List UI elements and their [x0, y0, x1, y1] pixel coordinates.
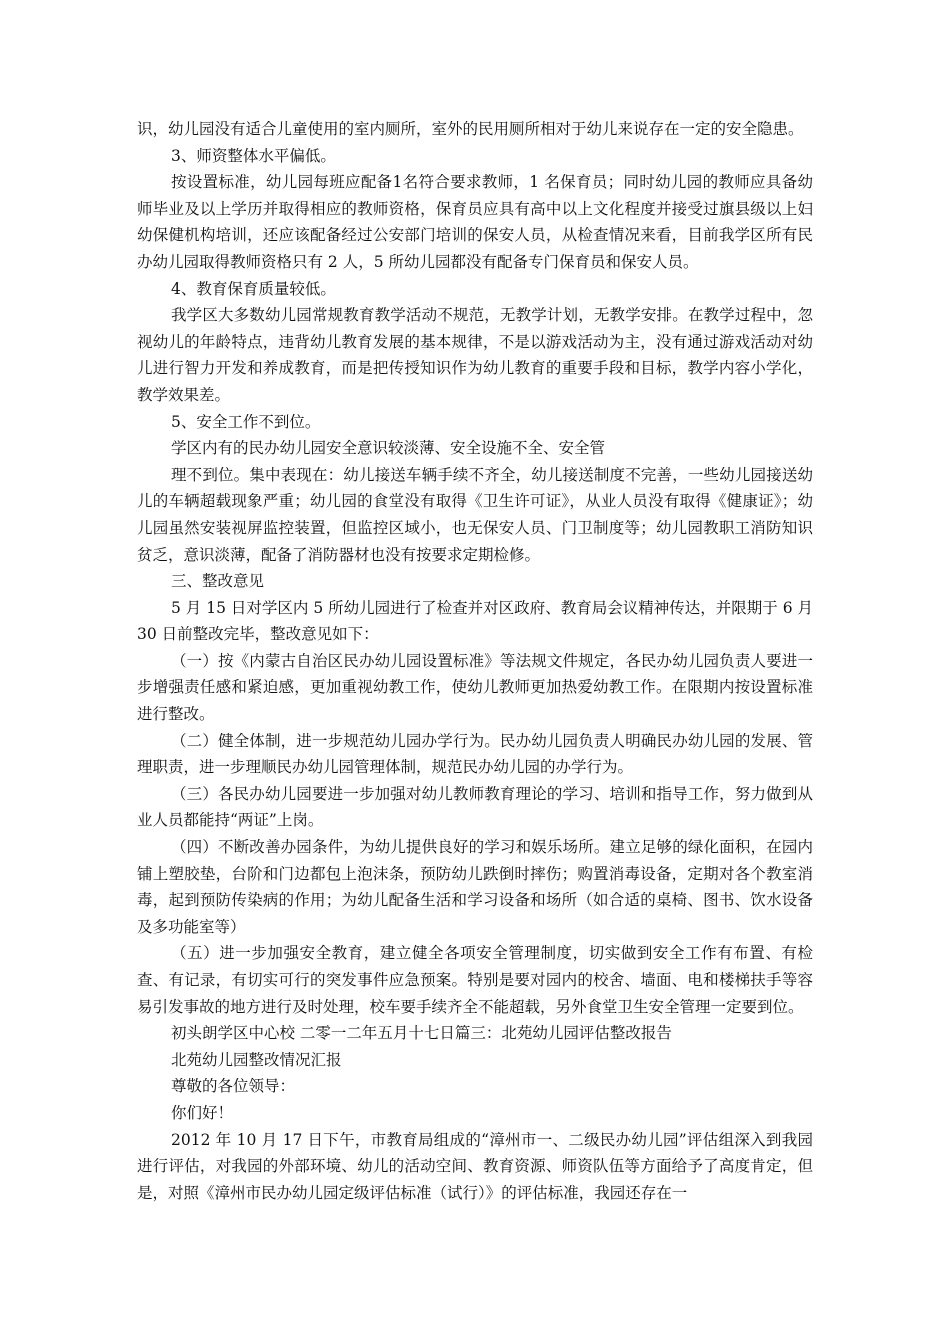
- document-page: [137, 116, 813, 1206]
- section-heading: 5、安全工作不到位。: [171, 412, 321, 431]
- body-paragraph: 2012 年 10 月 17 日下午，市教育局组成的“漳州市一、二级民办幼儿园”评估组深入到我园进行评估，对我园的外部环境、幼儿的活动空间、教育资源、师资队伍等方面给予了高度肯定，但是，对照《漳州市民办幼儿园定级评估标准（试行）》的评估标准，我园还存在一: [137, 1130, 813, 1202]
- signature-line: 初头朗学区中心校 二零一二年五月十七日篇三：北苑幼儿园评估整改报告: [171, 1024, 672, 1043]
- greeting: 你们好！: [171, 1103, 234, 1122]
- body-paragraph: 学区内有的民办幼儿园安全意识较淡薄、安全设施不全、安全管: [171, 439, 606, 458]
- body-paragraph: 5 月 15 日对学区内 5 所幼儿园进行了检查并对区政府、教育局会议精神传达，并限期于 6 月 30 日前整改完毕，整改意见如下：: [137, 598, 813, 644]
- body-paragraph: 我学区大多数幼儿园常规教育教学活动不规范，无教学计划，无教学安排。在教学过程中，忽视幼儿的年龄特点，违背幼儿教育发展的基本规律，不是以游戏活动为主，没有通过游戏活动对幼儿进行智力开发和养成教育，而是把传授知识作为幼儿教育的重要手段和目标，教学内容小学化，教学效果差。: [137, 306, 813, 404]
- body-paragraph: 识，幼儿园没有适合儿童使用的室内厕所，室外的民用厕所相对于幼儿来说存在一定的安全隐患。: [137, 120, 804, 138]
- body-paragraph: 按设置标准，幼儿园每班应配备1名符合要求教师，1 名保育员；同时幼儿园的教师应具备幼师毕业及以上学历并取得相应的教师资格，保育员应具有高中以上文化程度并接受过旗县级以上妇幼保健机构培训，还应该配备经过公安部门培训的保安人员，从检查情况来看，目前我学区所有民办幼儿园取得教师资格只有 2 人，5 所幼儿园都没有配备专门保育员和保安人员。: [137, 173, 813, 271]
- list-item: （四）不断改善办园条件，为幼儿提供良好的学习和娱乐场所。建立足够的绿化面积，在园内铺上塑胶垫，台阶和门边都包上泡沫条，预防幼儿跌倒时摔伤；购置消毒设备，定期对各个教室消毒，起到预防传染病的作用；为幼儿配备生活和学习设备和场所（如合适的桌椅、图书、饮水设备及多功能室等）: [137, 838, 813, 936]
- salutation: 尊敬的各位领导：: [171, 1077, 296, 1096]
- body-paragraph: 理不到位。集中表现在：幼儿接送车辆手续不齐全，幼儿接送制度不完善，一些幼儿园接送幼儿的车辆超载现象严重；幼儿园的食堂没有取得《卫生许可证》，从业人员没有取得《健康证》；幼儿园虽然安装视屏监控装置，但监控区域小，也无保安人员、门卫制度等；幼儿园教职工消防知识贫乏，意识淡薄，配备了消防器材也没有按要求定期检修。: [137, 465, 813, 564]
- section-heading: 三、整改意见: [171, 572, 265, 591]
- report-title: 北苑幼儿园整改情况汇报: [171, 1050, 342, 1069]
- section-heading: 4、教育保育质量较低。: [171, 279, 336, 298]
- list-item: （三）各民办幼儿园要进一步加强对幼儿教师教育理论的学习、培训和指导工作，努力做到从业人员都能持“两证”上岗。: [137, 784, 813, 830]
- list-item: （二）健全体制，进一步规范幼儿园办学行为。民办幼儿园负责人明确民办幼儿园的发展、管理职责，进一步理顺民办幼儿园管理体制，规范民办幼儿园的办学行为。: [137, 731, 813, 777]
- section-heading: 3、师资整体水平偏低。: [171, 146, 336, 165]
- list-item: （五）进一步加强安全教育，建立健全各项安全管理制度，切实做到安全工作有布置、有检查、有记录，有切实可行的突发事件应急预案。特别是要对园内的校舍、墙面、电和楼梯扶手等容易引发事故的地方进行及时处理，校车要手续齐全不能超载，另外食堂卫生安全管理一定要到位。: [137, 944, 813, 1016]
- list-item: （一）按《内蒙古自治区民办幼儿园设置标准》等法规文件规定，各民办幼儿园负责人要进一步增强责任感和紧迫感，更加重视幼教工作，使幼儿教师更加热爱幼教工作。在限期内按设置标准进行整改。: [137, 651, 813, 724]
